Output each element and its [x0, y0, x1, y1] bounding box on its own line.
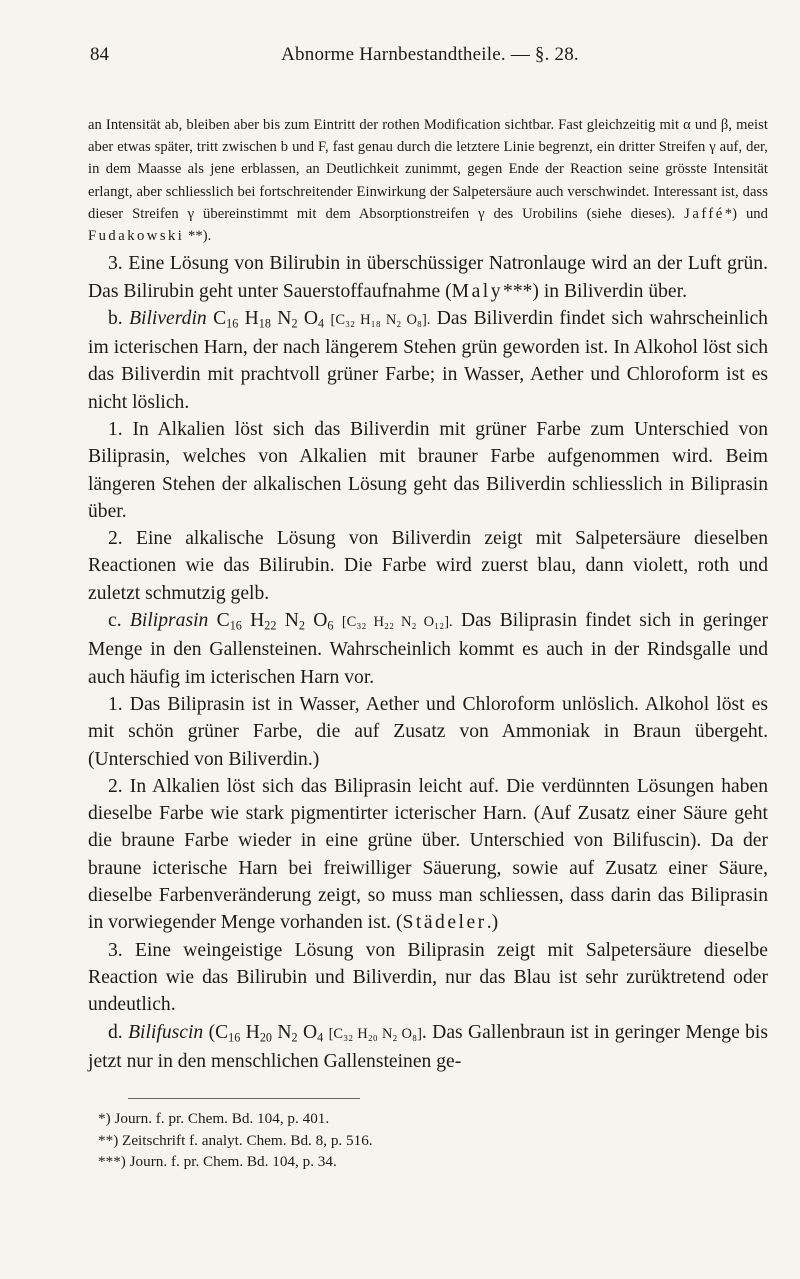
biliprasin-item-2 — [88, 773, 768, 937]
author-fudakowski: Fudakowski — [88, 228, 185, 245]
formula-bracket: [C₃₂ H₂₀ N₂ O₈] — [328, 1025, 422, 1042]
formula-bracket: [C₃₂ H₁₈ N₂ O₈]. — [330, 311, 431, 328]
section-label: b. — [108, 307, 123, 329]
biliprasin-item-1: 1. Das Biliprasin ist in Wasser, Aether und Chloroform unlöslich. Alkohol löst es mit schön grüner Farbe, die auf Zusatz von Ammoniak in Braun übergeht. (Unterschied von Biliverdin.) — [88, 693, 768, 770]
author-jaffe: Jaffé — [684, 205, 725, 222]
footnote: *) Journ. f. pr. Chem. Bd. 104, p. 401. — [98, 1110, 330, 1127]
section-heading: Bilifuscin — [128, 1021, 204, 1043]
section-heading: Biliprasin — [129, 610, 209, 632]
continuation-paragraph — [88, 114, 768, 247]
footnote-ref-2: **). — [184, 228, 212, 245]
section-text: Das Biliprasin findet sich in geringer Menge in den Gallensteinen. Wahrscheinlich kommt es auch in der Rindsgalle und auch häufig im icterischen Harn vor. — [88, 610, 768, 688]
section-label: d. — [108, 1021, 123, 1043]
author-staedeler: Städeler — [402, 912, 487, 934]
footnote-ref-1: *) — [724, 205, 738, 222]
item-text: 2. In Alkalien löst sich das Biliprasin leicht auf. Die verdünnten Lösungen haben dieselbe Farbe wie stark pigmentirter icterischer Harn. (Auf Zusatz einer Säure geht die braune Farbe wieder in eine grüne über. Unterschied von Bilifuscin). Da der braune icterische Harn bei freiwilliger Säuerung, sowie auf Zusatz einer Säure, dieselbe Farbenveränderung zeigt, so muss man schliessen, dass darin das Biliprasin in vorwiegender Menge vorhanden ist. ( — [88, 775, 768, 934]
author-maly: Maly — [451, 280, 504, 302]
chemical-formula: ($C_{16}$ $H_{20}$ $N_2$ $O_4$ — [208, 1021, 324, 1045]
section-text: . Das Gallenbraun ist in geringer Menge bis jetzt nur in den menschlichen Gallensteinen ge- — [88, 1021, 769, 1072]
page-number: 84 — [90, 44, 109, 65]
biliverdin-item-1: 1. In Alkalien löst sich das Biliverdin mit grüner Farbe zum Unterschied von Biliprasin, welches von Alkalien mit brauner Farbe aufgenommen wird. Beim längeren Stehen der alkalischen Lösung geht das Biliverdin schliesslich in Biliprasin über. — [88, 419, 768, 522]
item-end: .) — [486, 912, 499, 934]
section-heading: Biliverdin — [129, 307, 207, 329]
biliprasin-item-3: 3. Eine weingeistige Lösung von Biliprasin zeigt mit Salpetersäure dieselbe Reaction wie das Bilirubin und Biliverdin, nur das Blau ist sehr zurüktretend oder undeutlich. — [88, 939, 768, 1016]
section-biliverdin — [88, 305, 768, 416]
section-label: c. — [108, 610, 122, 632]
footnote: **) Zeitschrift f. analyt. Chem. Bd. 8, p. 516. — [98, 1131, 373, 1149]
paragraph-3-text: 3. Eine Lösung von Bilirubin in überschüssiger Natronlauge wird an der Luft grün. Das Bilirubin geht unter Sauerstoffaufnahme ( — [88, 253, 768, 302]
paragraph-3-end: ***) in Biliverdin über. — [503, 280, 687, 302]
continuation-text: an Intensität ab, bleiben aber bis zum Eintritt der rothen Modification sichtbar. Fast gleichzeitig mit α und β, meist aber etwas später, tritt zwischen b und F, fast genau durch die letztere Linie begrenzt, ein dritter Streifen γ auf, der, in dem Maasse als jene erblassen, an Deutlichkeit zunimmt, gegen Ende der Reaction seine grösste Intensität erlangt, aber schliesslich bei fortschreitender Einwirkung der Salpetersäure auch verschwindet. Interessant ist, dass dieser Streifen γ übereinstimmt mit dem Absorptionstreifen γ des Urobilins (siehe dieses). — [88, 117, 768, 222]
main-text — [88, 114, 768, 1075]
footnote-divider — [128, 1098, 360, 1099]
section-biliprasin — [88, 607, 768, 691]
section-bilifuscin — [88, 1019, 768, 1076]
formula-bracket: [C₃₂ H₂₂ N₂ O₁₂]. — [341, 614, 453, 631]
chemical-formula: $C_{16}$ $H_{18}$ $N_2$ $O_4$ — [213, 307, 325, 331]
biliverdin-item-2: 2. Eine alkalische Lösung von Biliverdin zeigt mit Salpetersäure dieselben Reactionen wie das Bilirubin. Die Farbe wird zuerst blau, dann violett, roth und zuletzt schmutzig gelb. — [88, 528, 768, 604]
footnote: ***) Journ. f. pr. Chem. Bd. 104, p. 34. — [98, 1153, 337, 1171]
footnotes — [98, 1108, 698, 1173]
running-title: Abnorme Harnbestandtheile. — §. 28. — [281, 44, 579, 65]
conjunction: und — [737, 205, 768, 222]
chemical-formula: $C_{16}$ $H_{22}$ $N_2$ $O_6$ — [216, 610, 334, 633]
paragraph-3 — [88, 250, 768, 305]
page-header — [90, 44, 770, 74]
section-text: Das Biliverdin findet sich wahrscheinlich im icterischen Harn, der nach längerem Stehen grün geworden ist. In Alkohol löst sich das Biliverdin mit prachtvoll grüner Farbe; in Wasser, Aether und Chloroform ist es nicht löslich. — [88, 307, 768, 413]
